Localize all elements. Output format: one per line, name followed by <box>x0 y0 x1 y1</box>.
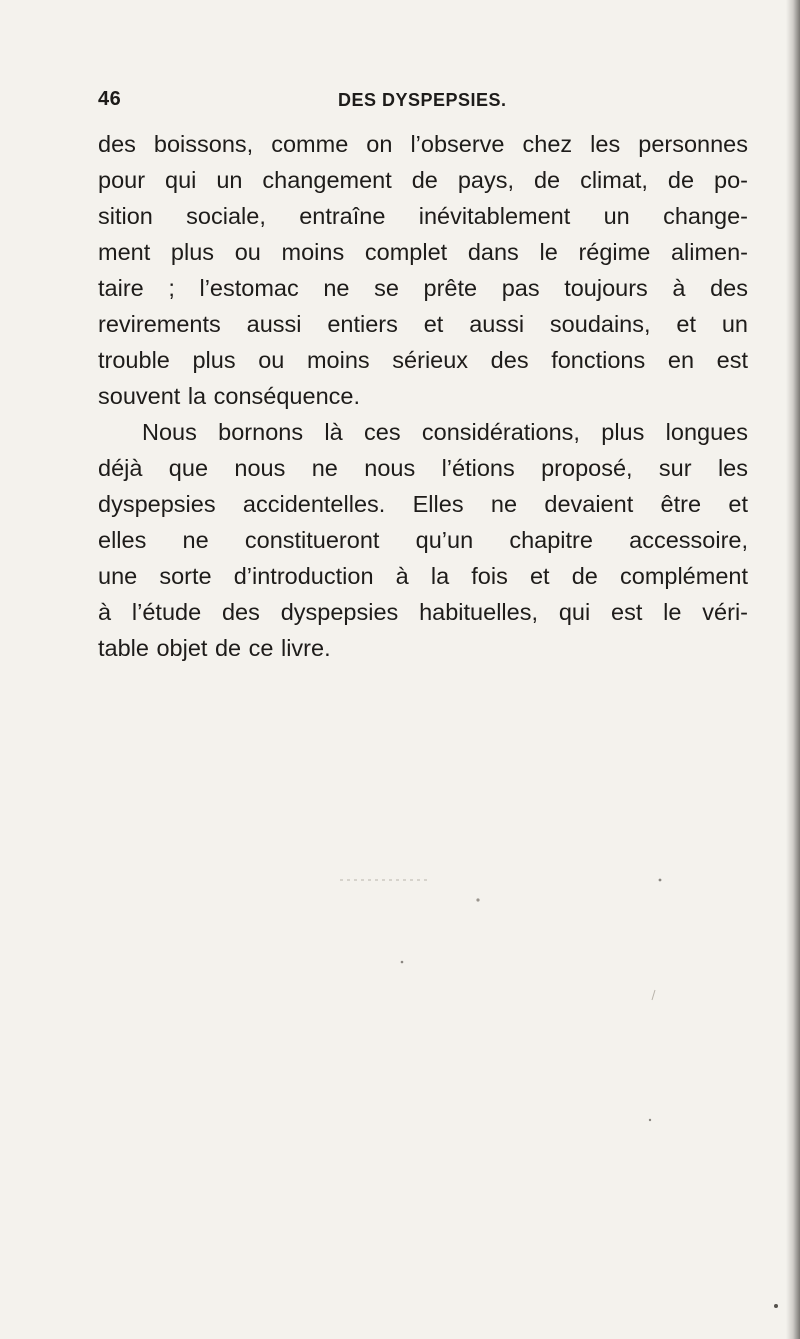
ink-speck <box>774 1304 778 1308</box>
text-line: sition sociale, entraîne inévitablement un change- <box>98 203 748 229</box>
text-line: déjà que nous ne nous l’étions proposé, sur les <box>98 455 748 481</box>
text-line: revirements aussi entiers et aussi soudains, et un <box>98 311 748 337</box>
ink-speck <box>659 879 662 882</box>
text-line: Nous bornons là ces considérations, plus longues <box>142 419 748 445</box>
text-line: elles ne constitueront qu’un chapitre accessoire, <box>98 527 748 553</box>
text-line: trouble plus ou moins sérieux des fonctions en est <box>98 347 748 373</box>
text-line: ment plus ou moins complet dans le régime alimen- <box>98 239 748 265</box>
text-line: table objet de ce livre. <box>98 635 331 661</box>
text-line: pour qui un changement de pays, de climat, de po- <box>98 167 748 193</box>
page-number: 46 <box>98 88 122 110</box>
ink-speck <box>476 898 479 901</box>
text-line: des boissons, comme on l’observe chez les personnes <box>98 131 748 157</box>
text-line: taire ; l’estomac ne se prête pas toujours à des <box>98 275 748 301</box>
text-line: souvent la conséquence. <box>98 383 360 409</box>
ink-speck <box>401 961 404 964</box>
running-title: DES DYSPEPSIES. <box>338 90 507 110</box>
ink-speck <box>649 1119 651 1121</box>
body-text <box>98 126 748 666</box>
text-line: une sorte d’introduction à la fois et de complément <box>98 563 748 589</box>
text-line: à l’étude des dyspepsies habituelles, qui est le véri- <box>98 599 748 625</box>
page-header <box>98 80 738 120</box>
page-edge-shadow <box>786 0 800 1339</box>
bleed-through-mark <box>652 990 655 1000</box>
text-line: dyspepsies accidentelles. Elles ne devaient être et <box>98 491 748 517</box>
